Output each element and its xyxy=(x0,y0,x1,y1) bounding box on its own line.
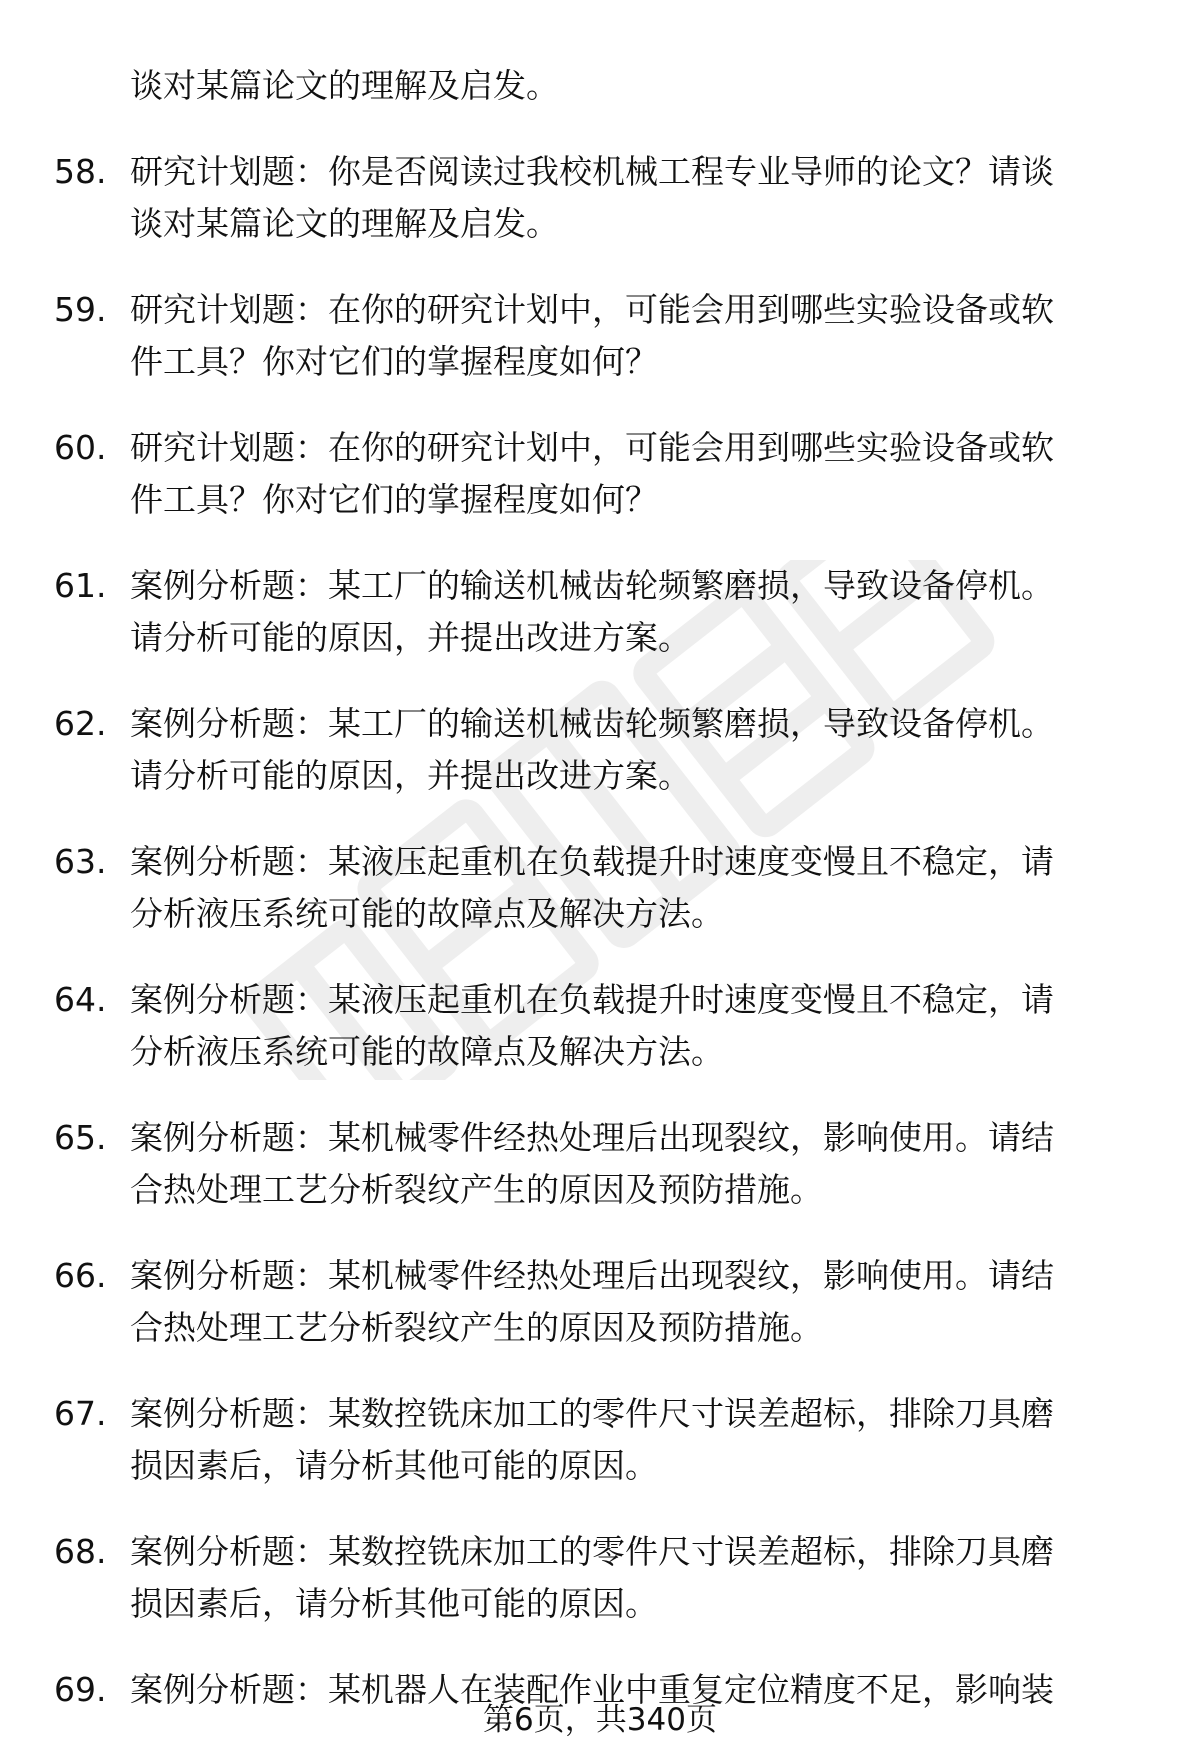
question-number: 68. xyxy=(54,1532,107,1571)
question-item-59 xyxy=(54,284,1144,388)
question-text-line: 案例分析题：某机械零件经热处理后出现裂纹，影响使用。请结 xyxy=(130,1256,1054,1295)
question-item-65 xyxy=(54,1112,1144,1216)
question-number: 58. xyxy=(54,152,107,191)
question-text-line: 件工具？你对它们的掌握程度如何？ xyxy=(130,342,658,381)
question-text-line: 损因素后，请分析其他可能的原因。 xyxy=(130,1446,658,1485)
question-number: 59. xyxy=(54,290,107,329)
question-text-line: 合热处理工艺分析裂纹产生的原因及预防措施。 xyxy=(130,1170,823,1209)
question-text-line: 案例分析题：某工厂的输送机械齿轮频繁磨损，导致设备停机。 xyxy=(130,566,1054,605)
question-number: 64. xyxy=(54,980,107,1019)
question-text-line: 案例分析题：某液压起重机在负载提升时速度变慢且不稳定，请 xyxy=(130,842,1054,881)
question-number: 66. xyxy=(54,1256,107,1295)
question-item-63 xyxy=(54,836,1144,940)
question-text-line: 研究计划题：在你的研究计划中，可能会用到哪些实验设备或软 xyxy=(130,290,1054,329)
question-number: 61. xyxy=(54,566,107,605)
question-number: 69. xyxy=(54,1670,107,1709)
question-text-line: 请分析可能的原因，并提出改进方案。 xyxy=(130,756,691,795)
question-text-line: 分析液压系统可能的故障点及解决方法。 xyxy=(130,894,724,933)
question-list xyxy=(54,60,1144,1716)
question-text-line: 案例分析题：某工厂的输送机械齿轮频繁磨损，导致设备停机。 xyxy=(130,704,1054,743)
question-number: 67. xyxy=(54,1394,107,1433)
question-item-67 xyxy=(54,1388,1144,1492)
question-item-68 xyxy=(54,1526,1144,1630)
question-text-line: 案例分析题：某液压起重机在负载提升时速度变慢且不稳定，请 xyxy=(130,980,1054,1019)
question-text-line: 请分析可能的原因，并提出改进方案。 xyxy=(130,618,691,657)
page-footer: 第6页，共340页 xyxy=(483,1702,717,1738)
question-item-58 xyxy=(54,146,1144,250)
question-item-66 xyxy=(54,1250,1144,1354)
question-number: 62. xyxy=(54,704,107,743)
question-item-61 xyxy=(54,560,1144,664)
question-text-line: 案例分析题：某数控铣床加工的零件尺寸误差超标，排除刀具磨 xyxy=(130,1394,1054,1433)
question-text-line: 损因素后，请分析其他可能的原因。 xyxy=(130,1584,658,1623)
question-text-line: 谈对某篇论文的理解及启发。 xyxy=(130,204,559,243)
question-item-62 xyxy=(54,698,1144,802)
question-text-line: 案例分析题：某数控铣床加工的零件尺寸误差超标，排除刀具磨 xyxy=(130,1532,1054,1571)
question-number: 63. xyxy=(54,842,107,881)
question-text-line: 研究计划题：你是否阅读过我校机械工程专业导师的论文？请谈 xyxy=(130,152,1054,191)
question-text-line: 案例分析题：某机器人在装配作业中重复定位精度不足，影响装 xyxy=(130,1670,1054,1709)
question-text-line: 案例分析题：某机械零件经热处理后出现裂纹，影响使用。请结 xyxy=(130,1118,1054,1157)
question-text-line: 合热处理工艺分析裂纹产生的原因及预防措施。 xyxy=(130,1308,823,1347)
question-number: 65. xyxy=(54,1118,107,1157)
question-item-64 xyxy=(54,974,1144,1078)
question-text-line: 件工具？你对它们的掌握程度如何？ xyxy=(130,480,658,519)
question-item-60 xyxy=(54,422,1144,526)
question-text-line: 研究计划题：在你的研究计划中，可能会用到哪些实验设备或软 xyxy=(130,428,1054,467)
question-text-line: 分析液压系统可能的故障点及解决方法。 xyxy=(130,1032,724,1071)
question-number: 60. xyxy=(54,428,107,467)
continuation-line: 谈对某篇论文的理解及启发。 xyxy=(130,66,559,105)
